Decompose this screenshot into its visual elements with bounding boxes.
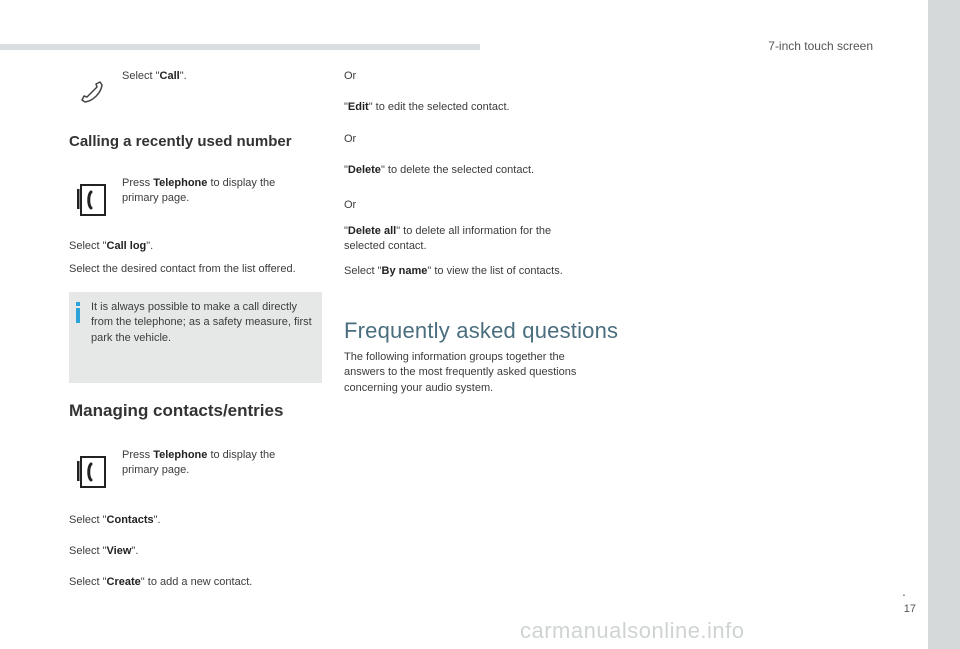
recent-select-desired: Select the desired contact from the list offered. bbox=[69, 263, 296, 275]
page-marker: . bbox=[902, 583, 906, 599]
header-rule bbox=[0, 44, 480, 50]
phone-handset-icon bbox=[78, 78, 104, 104]
by-name-option: Select "By name" to view the list of contacts. bbox=[344, 265, 563, 277]
recent-select-call-log: Select "Call log". bbox=[69, 240, 154, 252]
faq-intro: The following information groups together the answers to the most frequently asked questions concerning your audio system. bbox=[344, 351, 577, 394]
delete-all-option: "Delete all" to delete all information for the selected contact. bbox=[344, 225, 552, 253]
manage-select-contacts: Select "Contacts". bbox=[69, 514, 161, 526]
telephone-button-icon bbox=[74, 455, 108, 489]
page-number: 17 bbox=[903, 603, 916, 615]
or-text-3: Or bbox=[344, 199, 357, 211]
info-icon bbox=[76, 302, 80, 323]
section-heading-manage: Managing contacts/entries bbox=[69, 401, 284, 420]
manage-select-view: Select "View". bbox=[69, 545, 139, 557]
section-heading-recent: Calling a recently used number bbox=[69, 133, 292, 150]
watermark: carmanualsonline.info bbox=[520, 618, 745, 643]
call-step: Select "Call". bbox=[122, 70, 187, 82]
manage-press-step: Press Telephone to display the primary page. bbox=[122, 449, 276, 477]
edit-option: "Edit" to edit the selected contact. bbox=[344, 101, 510, 113]
or-text-1: Or bbox=[344, 70, 357, 82]
recent-press-step: Press Telephone to display the primary page. bbox=[122, 177, 276, 205]
page-header-title: 7-inch touch screen bbox=[768, 39, 873, 53]
delete-option: "Delete" to delete the selected contact. bbox=[344, 164, 535, 176]
faq-heading: Frequently asked questions bbox=[344, 318, 619, 343]
note-text: It is always possible to make a call directly from the telephone; as a safety measure, first park the vehicle. bbox=[91, 301, 312, 344]
or-text-2: Or bbox=[344, 133, 357, 145]
page-side-band bbox=[928, 0, 960, 649]
telephone-button-icon bbox=[74, 183, 108, 217]
manage-select-create: Select "Create" to add a new contact. bbox=[69, 576, 253, 588]
